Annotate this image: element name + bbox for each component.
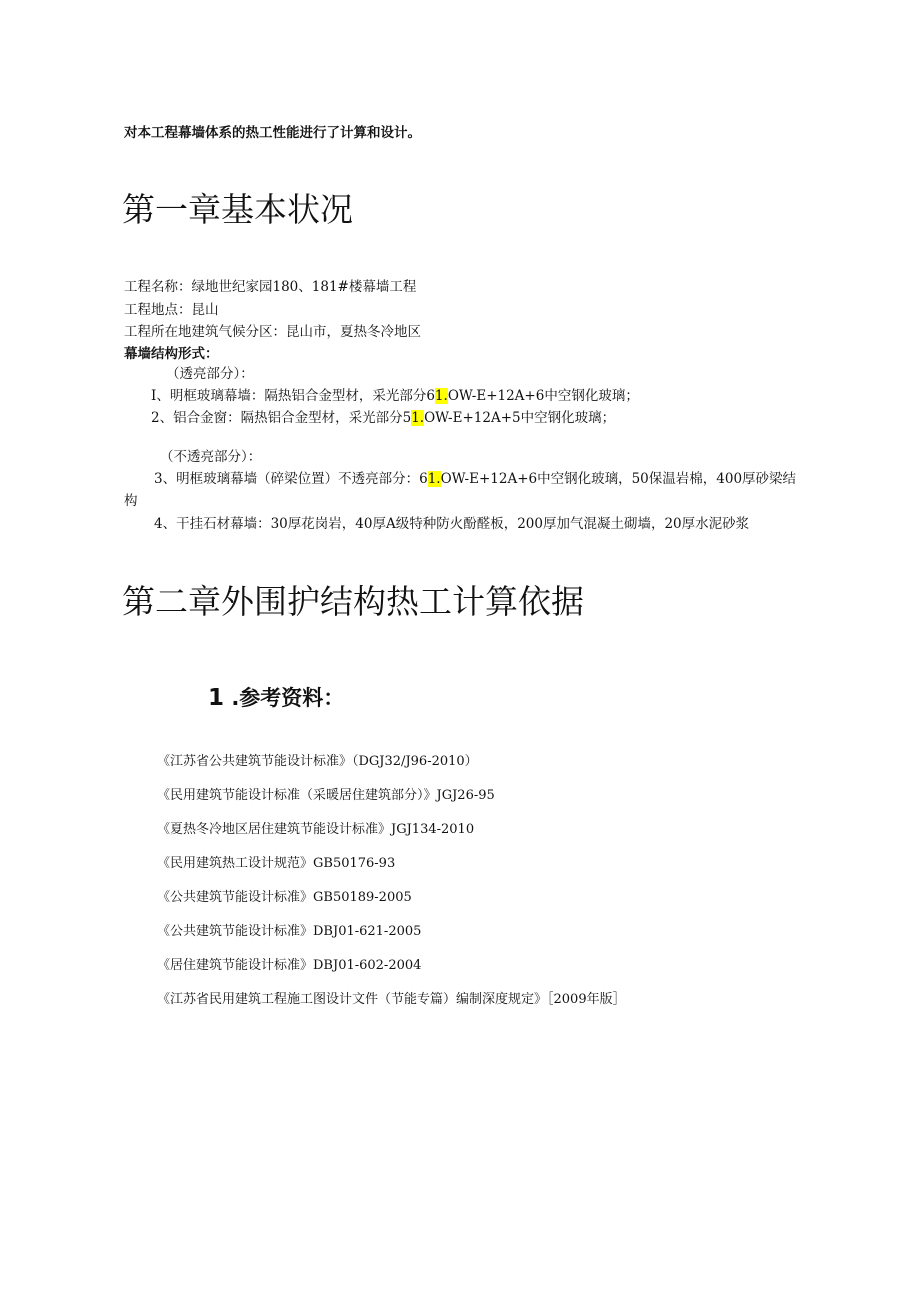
reference-item: 《公共建筑节能设计标准》DBJ01-621-2005 [157, 924, 422, 939]
item-2-highlight: 1. [411, 410, 425, 426]
structure-item-2 [151, 406, 615, 426]
intro-text: 对本工程幕墙体系的热工性能进行了计算和设计。 [124, 125, 421, 141]
item-2-prefix: 2、铝合金窗：隔热铝合金型材，采光部分5 [151, 410, 412, 426]
reference-item: 《江苏省公共建筑节能设计标准》（DGJ32/J96-2010） [157, 754, 478, 769]
transparent-heading: （透亮部分）： [166, 366, 254, 382]
item-1-prefix: I、明框玻璃幕墙：隔热铝合金型材，采光部分6 [151, 388, 435, 404]
project-location: 工程地点：昆山 [124, 302, 219, 318]
chapter-2-title: 第二章外围护结构热工计算依据 [122, 582, 584, 621]
section-heading [208, 682, 344, 712]
chapter-1-title: 第一章基本状况 [122, 190, 353, 229]
structure-item-3 [154, 467, 796, 487]
item-2-suffix: OW-E+12A+5中空钢化玻璃； [424, 410, 616, 426]
reference-item: 《民用建筑热工设计规范》GB50176-93 [157, 856, 396, 871]
section-title: .参考资料： [231, 686, 345, 710]
structure-item-4: 4、干挂石材幕墙：30厚花岗岩，40厚A级特种防火酚醛板，200厚加气混凝土砌墙，20厚水泥砂浆 [154, 516, 750, 532]
reference-item: 《公共建筑节能设计标准》GB50189-2005 [157, 890, 412, 905]
climate-zone: 工程所在地建筑气候分区：昆山市，夏热冬冷地区 [124, 324, 421, 340]
item-1-suffix: OW-E+12A+6中空钢化玻璃； [447, 388, 639, 404]
structure-item-3-wrap: 构 [124, 493, 138, 509]
item-3-suffix: OW-E+12A+6中空钢化玻璃，50保温岩棉，400厚砂梁结 [440, 471, 797, 487]
structure-item-1 [151, 384, 639, 404]
reference-item: 《江苏省民用建筑工程施工图设计文件（节能专篇）编制深度规定》［2009年版］ [157, 992, 626, 1007]
reference-item: 《居住建筑节能设计标准》DBJ01-602-2004 [157, 958, 422, 973]
item-3-highlight: 1. [427, 471, 441, 487]
opaque-heading: （不透亮部分）： [160, 449, 262, 465]
item-3-prefix: 3、明框玻璃幕墙（碎梁位置）不透亮部分：6 [154, 471, 428, 487]
structure-heading: 幕墙结构形式： [124, 346, 219, 362]
reference-item: 《民用建筑节能设计标准（采暖居住建筑部分）》JGJ26-95 [157, 788, 495, 803]
project-name: 工程名称：绿地世纪家园180、181#楼幕墙工程 [124, 279, 417, 295]
section-number: 1 [208, 685, 225, 711]
reference-item: 《夏热冬冷地区居住建筑节能设计标准》JGJ134-2010 [157, 822, 475, 837]
item-1-highlight: 1. [434, 388, 448, 404]
